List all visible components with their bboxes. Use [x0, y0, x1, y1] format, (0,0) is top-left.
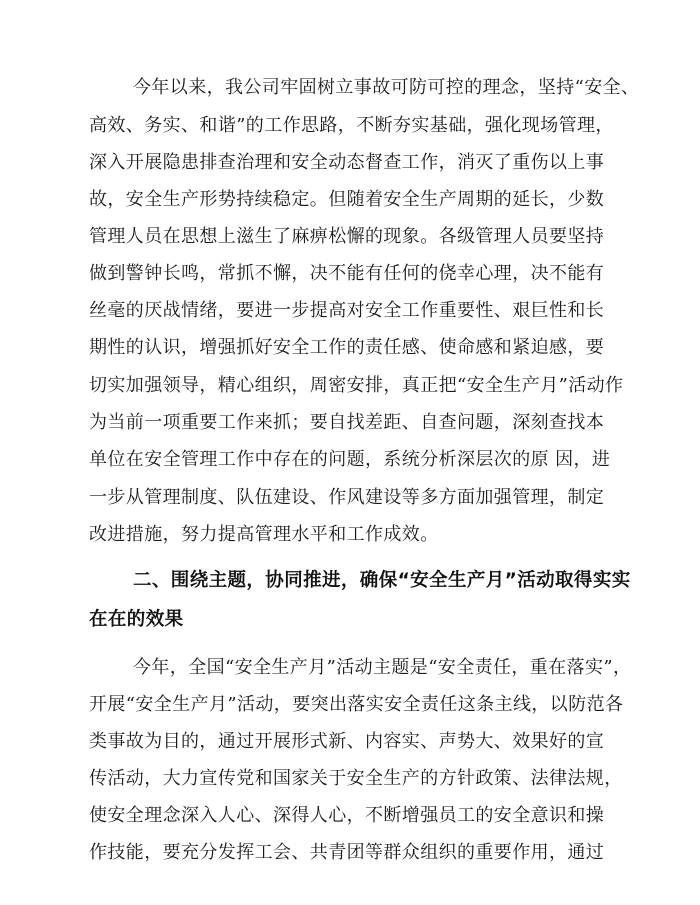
paragraph-2-line-4: 传活动，大力宣传党和国家关于安全生产的方针政策、法律法规，: [89, 768, 623, 789]
paragraph-2-line-5: 使安全理念深入人心、深得人心，不断增强员工的安全意识和操: [89, 805, 605, 826]
section-heading-line-1: 二、围绕主题，协同推进，确保“安全生产月”活动取得实实: [133, 570, 631, 591]
section-heading-line-2: 在在的效果: [89, 609, 184, 630]
paragraph-1-line-8: 期性的认识，增强抓好安全工作的责任感、使命感和紧迫感，要: [89, 337, 605, 358]
paragraph-2-line-3: 类事故为目的，通过开展形式新、内容实、声势大、效果好的宣: [89, 731, 605, 752]
paragraph-1-line-6: 做到警钟长鸣，常抓不懈，决不能有任何的侥幸心理，决不能有: [89, 263, 605, 284]
paragraph-1-line-12: 一步从管理制度、队伍建设、作风建设等多方面加强管理，制定: [89, 487, 605, 508]
paragraph-1-line-10: 为当前一项重要工作来抓；要自找差距、自查问题，深刻查找本: [89, 412, 605, 433]
paragraph-1-line-13: 改进措施，努力提高管理水平和工作成效。: [89, 524, 439, 545]
paragraph-2-line-6: 作技能，要充分发挥工会、共青团等群众组织的重要作用，通过: [89, 842, 605, 863]
paragraph-1-line-2: 高效、务实、和谐”的工作思路，不断夯实基础，强化现场管理，: [89, 115, 614, 136]
paragraph-2-line-1: 今年，全国“安全生产月”活动主题是“安全责任，重在落实”，: [133, 657, 632, 678]
paragraph-1-line-3: 深入开展隐患排查治理和安全动态督查工作，消灭了重伤以上事: [89, 152, 605, 173]
paragraph-1-line-5: 管理人员在思想上滋生了麻痹松懈的现象。各级管理人员要坚持: [89, 226, 605, 247]
paragraph-1-line-4: 故，安全生产形势持续稳定。但随着安全生产周期的延长，少数: [89, 189, 605, 210]
paragraph-2-line-2: 开展“安全生产月”活动，要突出落实安全责任这条主线，以防范各: [89, 694, 624, 715]
paragraph-1-line-1: 今年以来，我公司牢固树立事故可防可控的理念，坚持“安全、: [133, 77, 640, 98]
paragraph-1-line-9: 切实加强领导，精心组织，周密安排，真正把“安全生产月”活动作: [89, 375, 624, 396]
paragraph-1-line-11: 单位在安全管理工作中存在的问题，系统分析深层次的原 因，进: [89, 449, 611, 470]
paragraph-1-line-7: 丝毫的厌战情绪，要进一步提高对安全工作重要性、艰巨性和长: [89, 300, 605, 321]
